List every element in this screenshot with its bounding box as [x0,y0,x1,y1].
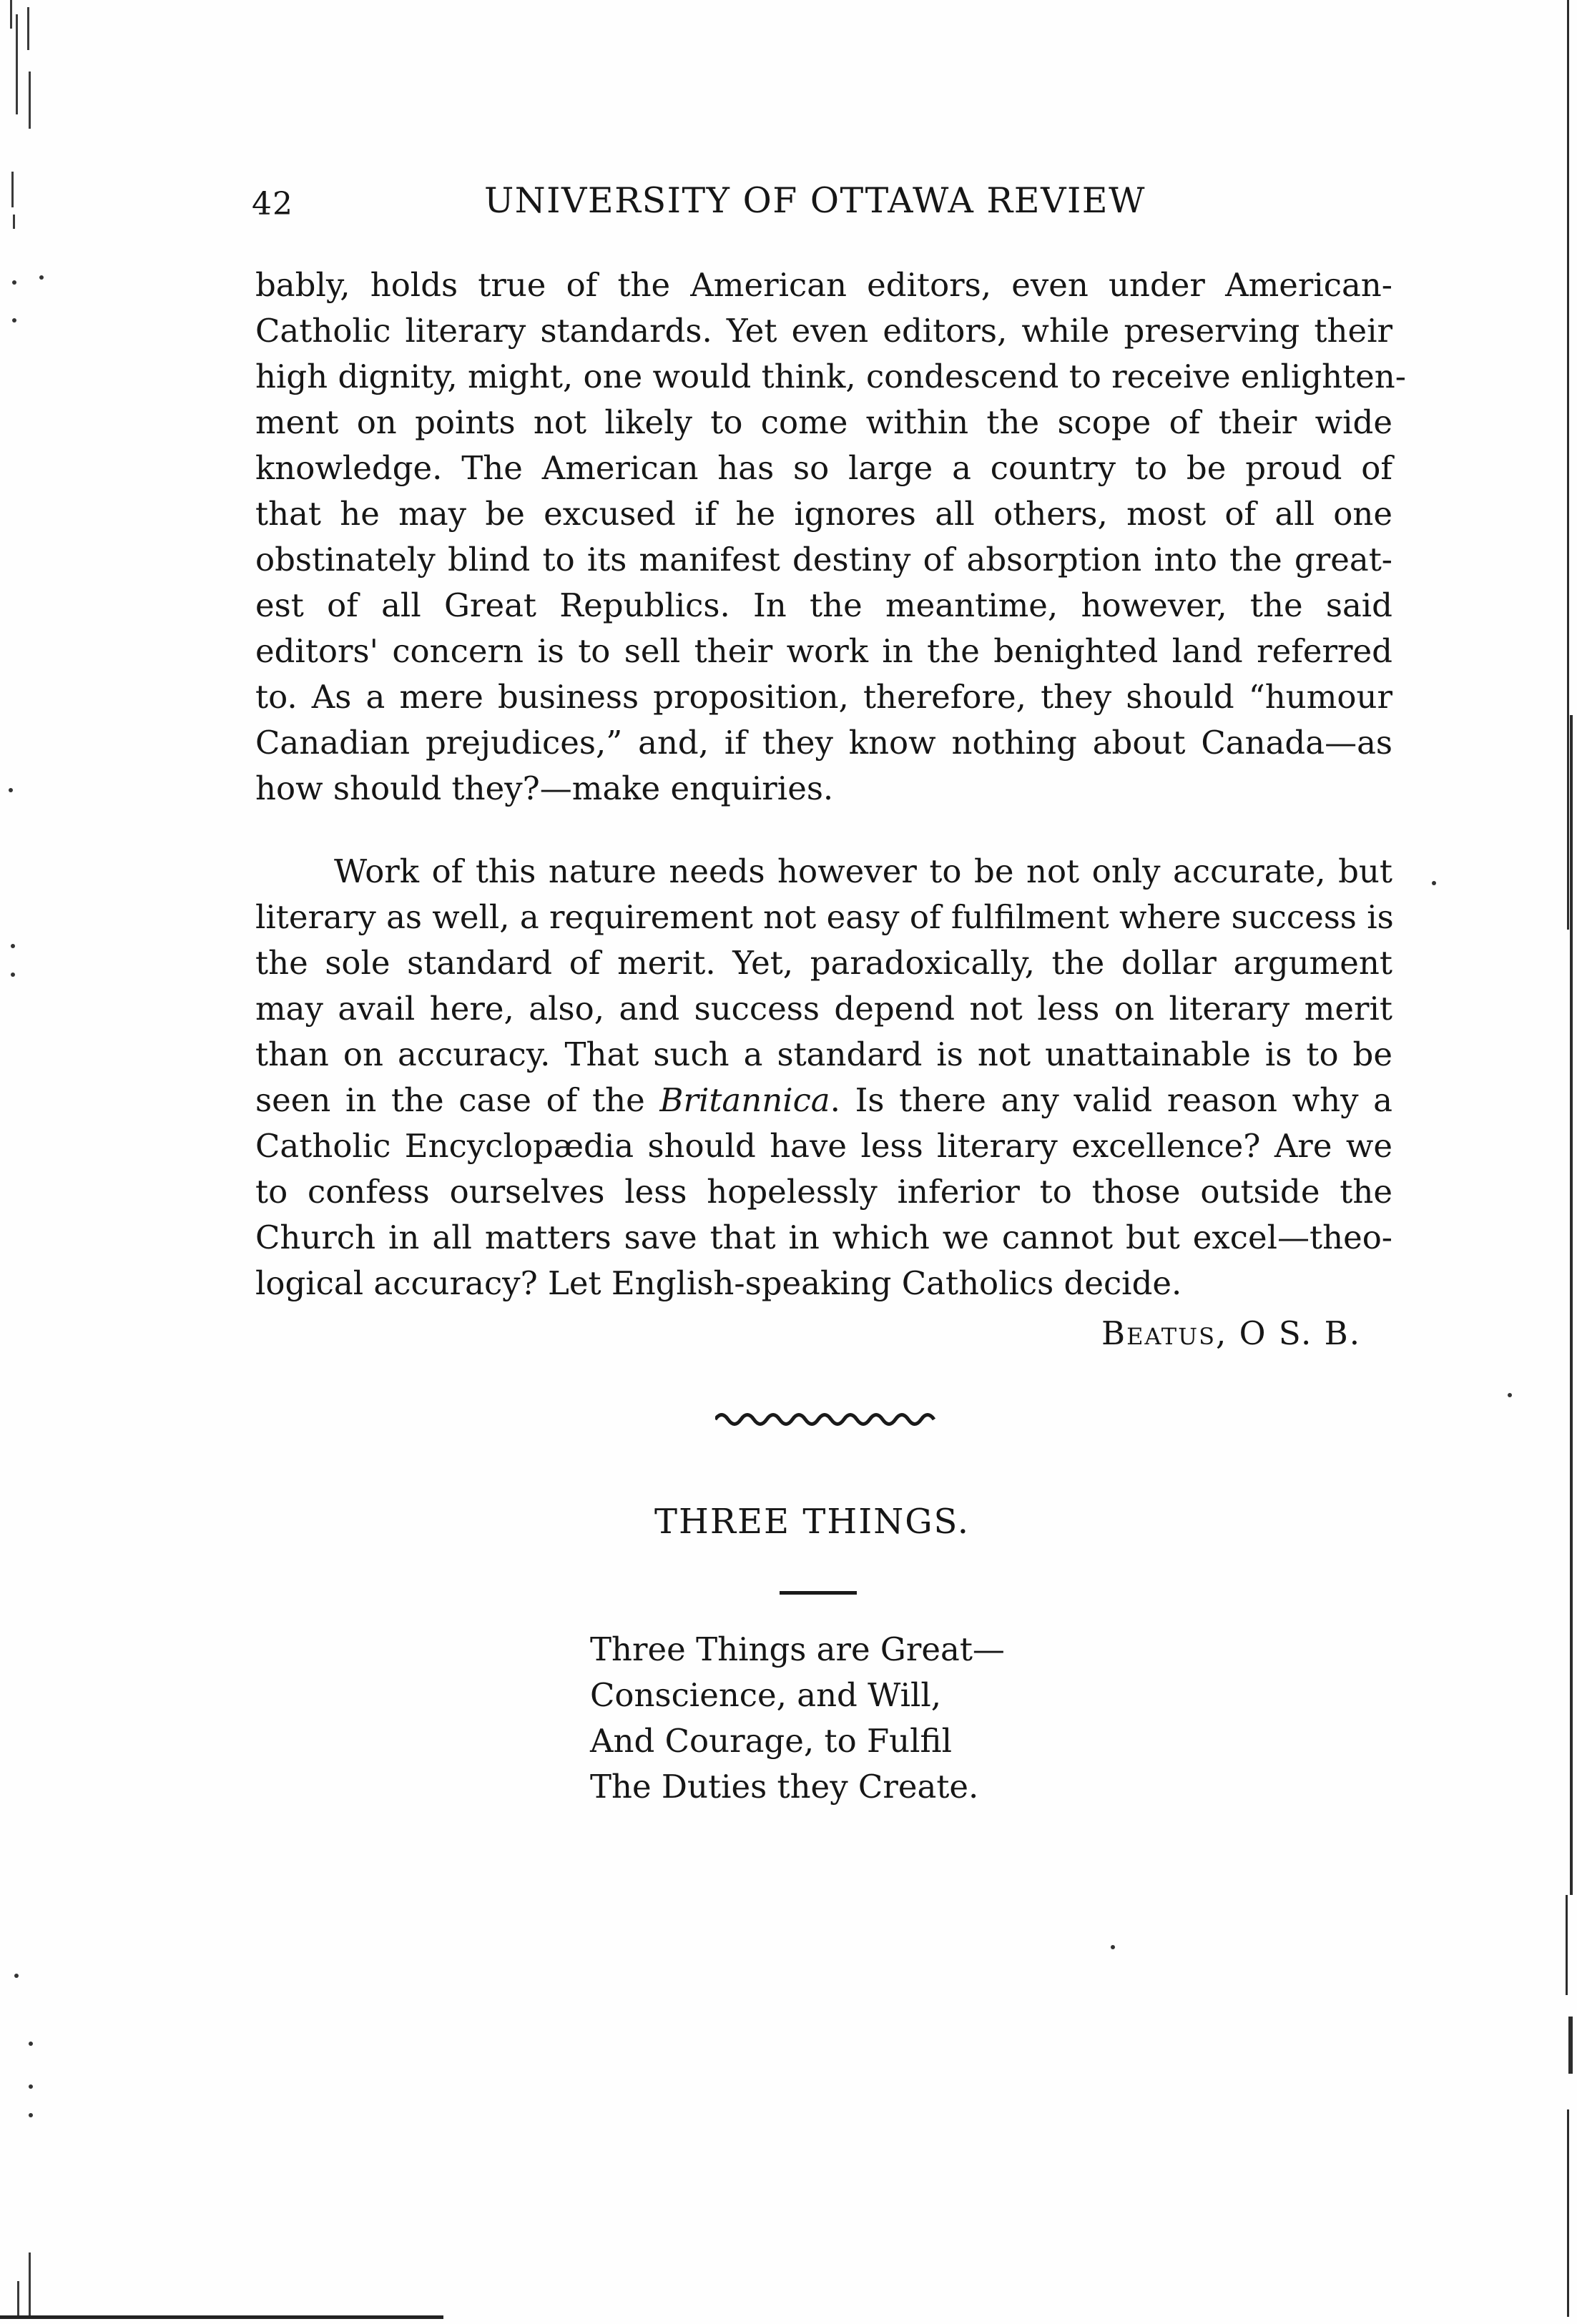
paragraph-2 [255,849,1392,1306]
text-line: logical accuracy? Let English-speaking Catholics decide. [255,1264,1182,1302]
poem-line: And Courage, to Fulfil [590,1722,952,1760]
text-line: high dignity, might, one would think, condescend to receive enlighten- [255,358,1406,395]
scan-speck [12,318,16,322]
scan-speck [29,2084,33,2089]
poem-title-rule [780,1591,857,1595]
text-line: literary as well, a requirement not easy of fulfilment where success is [255,898,1394,936]
scan-speck [39,275,44,280]
text-line: than on accuracy. That such a standard is not unattainable is to be [255,1035,1392,1073]
italic-title: Britannica [659,1081,830,1119]
poem-line: The Duties they Create. [590,1768,979,1806]
scan-speck [1432,881,1436,885]
paragraph-1 [255,262,1406,812]
text-line: editors' concern is to sell their work in the benighted land referred [255,632,1392,670]
text-line: Catholic Encyclopædia should have less literary excellence? Are we [255,1127,1392,1165]
poem-title: THREE THINGS. [654,1502,970,1542]
text-line: Canadian prejudices,” and, if they know nothing about Canada—as [255,724,1392,762]
scan-speck [1111,1945,1115,1949]
poem [590,1627,1005,1810]
scan-speck [11,973,15,977]
text-line: ment on points not likely to come within the scope of their wide [255,403,1392,441]
scan-speck [12,280,16,285]
scan-speck [9,788,13,792]
text-line: that he may be excused if he ignores all others, most of all one [255,495,1392,533]
page-number: 42 [252,186,293,222]
text-line: Catholic literary standards. Yet even editors, while preserving their [255,312,1392,350]
text-line: seen in the case of the Britannica. Is there any valid reason why a [255,1081,1392,1119]
scan-right-edge [1563,0,1577,2324]
text-line: knowledge. The American has so large a country to be proud of [255,449,1392,487]
running-head [252,180,1174,230]
text-line: the sole standard of merit. Yet, paradoxically, the dollar argument [255,944,1392,982]
text-line: bably, holds true of the American editors, even under American- [255,266,1392,304]
text-line: est of all Great Republics. In the meantime, however, the said [255,586,1392,624]
journal-title: UNIVERSITY OF OTTAWA REVIEW [484,180,1146,221]
scan-speck [1508,1393,1512,1397]
scan-left-edge [7,0,40,2324]
author-signature: Beatus, O S. B. [1101,1314,1362,1352]
text-line: Church in all matters save that in which we cannot but excel—theo- [255,1218,1392,1256]
scan-speck [29,2113,33,2117]
text-line: to confess ourselves less hopelessly inferior to those outside the [255,1173,1392,1211]
text-line: Work of this nature needs however to be not only accurate, but [334,852,1392,890]
text-line: obstinately blind to its manifest destiny of absorption into the great- [255,541,1392,578]
poem-line: Conscience, and Will, [590,1676,942,1714]
text-line: to. As a mere business proposition, therefore, they should “humour [255,678,1392,716]
wavy-ornament-divider [715,1402,937,1430]
poem-line: Three Things are Great— [590,1630,1005,1668]
text-line: how should they?—make enquiries. [255,769,834,807]
scan-bottom-edge [0,2315,443,2319]
scan-speck [29,2042,33,2046]
text-line: may avail here, also, and success depend not less on literary merit [255,990,1392,1028]
scan-speck [14,1974,19,1978]
scan-speck [11,944,15,948]
